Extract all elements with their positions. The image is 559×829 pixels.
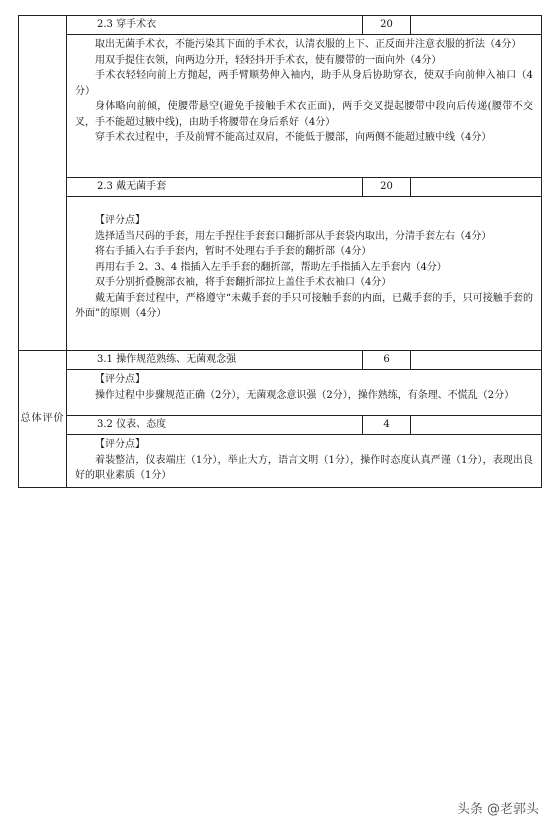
scoring-label: 【评分点】 xyxy=(95,439,145,450)
scoring-label: 【评分点】 xyxy=(95,374,145,385)
criterion: 再用右手 2、3、4 指插入左手手套的翻折部，帮助左手指插入左手套内（4分） xyxy=(95,261,447,273)
deduction-cell xyxy=(411,416,542,435)
item-title: 2.3 戴无菌手套 xyxy=(67,178,363,197)
item-title: 2.3 穿手术衣 xyxy=(67,16,363,35)
criteria-content xyxy=(67,35,542,178)
content-row-manner xyxy=(19,435,542,488)
item-row-manner xyxy=(19,416,542,435)
scoring-table xyxy=(18,15,542,488)
item-row-gloves xyxy=(19,178,542,197)
content-row-skill xyxy=(19,370,542,416)
deduction-cell xyxy=(411,16,542,35)
scoring-label: 【评分点】 xyxy=(95,215,145,226)
criterion: 取出无菌手术衣，不能污染其下面的手术衣，认清衣服的上下、正反面并注意衣服的折法（4分） xyxy=(95,39,522,50)
category-cell-empty xyxy=(19,16,67,351)
criterion: 穿手术衣过程中，手及前臂不能高过双肩，不能低于腰部，向两侧不能超过腋中线（4分） xyxy=(95,132,492,143)
criteria-content xyxy=(67,435,542,488)
watermark: 头条 @老郭头 xyxy=(456,802,539,817)
item-title: 3.2 仪表、态度 xyxy=(67,416,363,435)
item-score: 20 xyxy=(363,178,411,197)
criterion: 选择适当尺码的手套，用左手捏住手套套口翻折部从手套袋内取出，分清手套左右（4分） xyxy=(95,230,492,242)
criteria-content xyxy=(67,197,542,351)
criterion: 双手分别折叠腕部衣袖，将手套翻折部拉上盖住手术衣袖口（4分） xyxy=(95,277,392,288)
item-score: 6 xyxy=(363,351,411,370)
criterion: 身体略向前倾，使腰带悬空(避免手接触手术衣正面)，两手交叉提起腰带中段向后传递(腰带不交叉，手不能超过腋中线)，由助手将腰带在身后系好（4分） xyxy=(75,101,533,128)
item-row-skill xyxy=(19,351,542,370)
criterion: 操作过程中步骤规范正确（2分），无菌观念意识强（2分），操作熟练，有条理、不慌乱（2分） xyxy=(95,389,515,401)
criteria-content xyxy=(67,370,542,416)
item-score: 20 xyxy=(363,16,411,35)
item-row-gown xyxy=(19,16,542,35)
criterion: 用双手提住衣领，向两边分开，轻轻抖开手术衣，使有腰带的一面向外（4分） xyxy=(95,54,442,66)
item-title: 3.1 操作规范熟练、无菌观念强 xyxy=(67,351,363,370)
content-row-gloves xyxy=(19,197,542,351)
category-overall: 总体评价 xyxy=(19,351,67,488)
deduction-cell xyxy=(411,178,542,197)
criterion: 将右手插入右手手套内，暂时不处理右手手套的翻折部（4分） xyxy=(95,246,372,257)
criterion: 手术衣轻轻向前上方抛起，两手臂顺势伸入袖内，助手从身后协助穿衣，使双手向前伸入袖口（4分） xyxy=(75,70,533,97)
criterion: 戴无菌手套过程中，严格遵守“未戴手套的手只可接触手套的内面，已戴手套的手，只可接触手套的外面”的原则（4分） xyxy=(75,292,533,319)
item-score: 4 xyxy=(363,416,411,435)
content-row-gown xyxy=(19,35,542,178)
criterion: 着装整洁，仪表端庄（1分），举止大方，语言文明（1分），操作时态度认真严谨（1分），表现出良好的职业素质（1分） xyxy=(75,454,533,481)
deduction-cell xyxy=(411,351,542,370)
